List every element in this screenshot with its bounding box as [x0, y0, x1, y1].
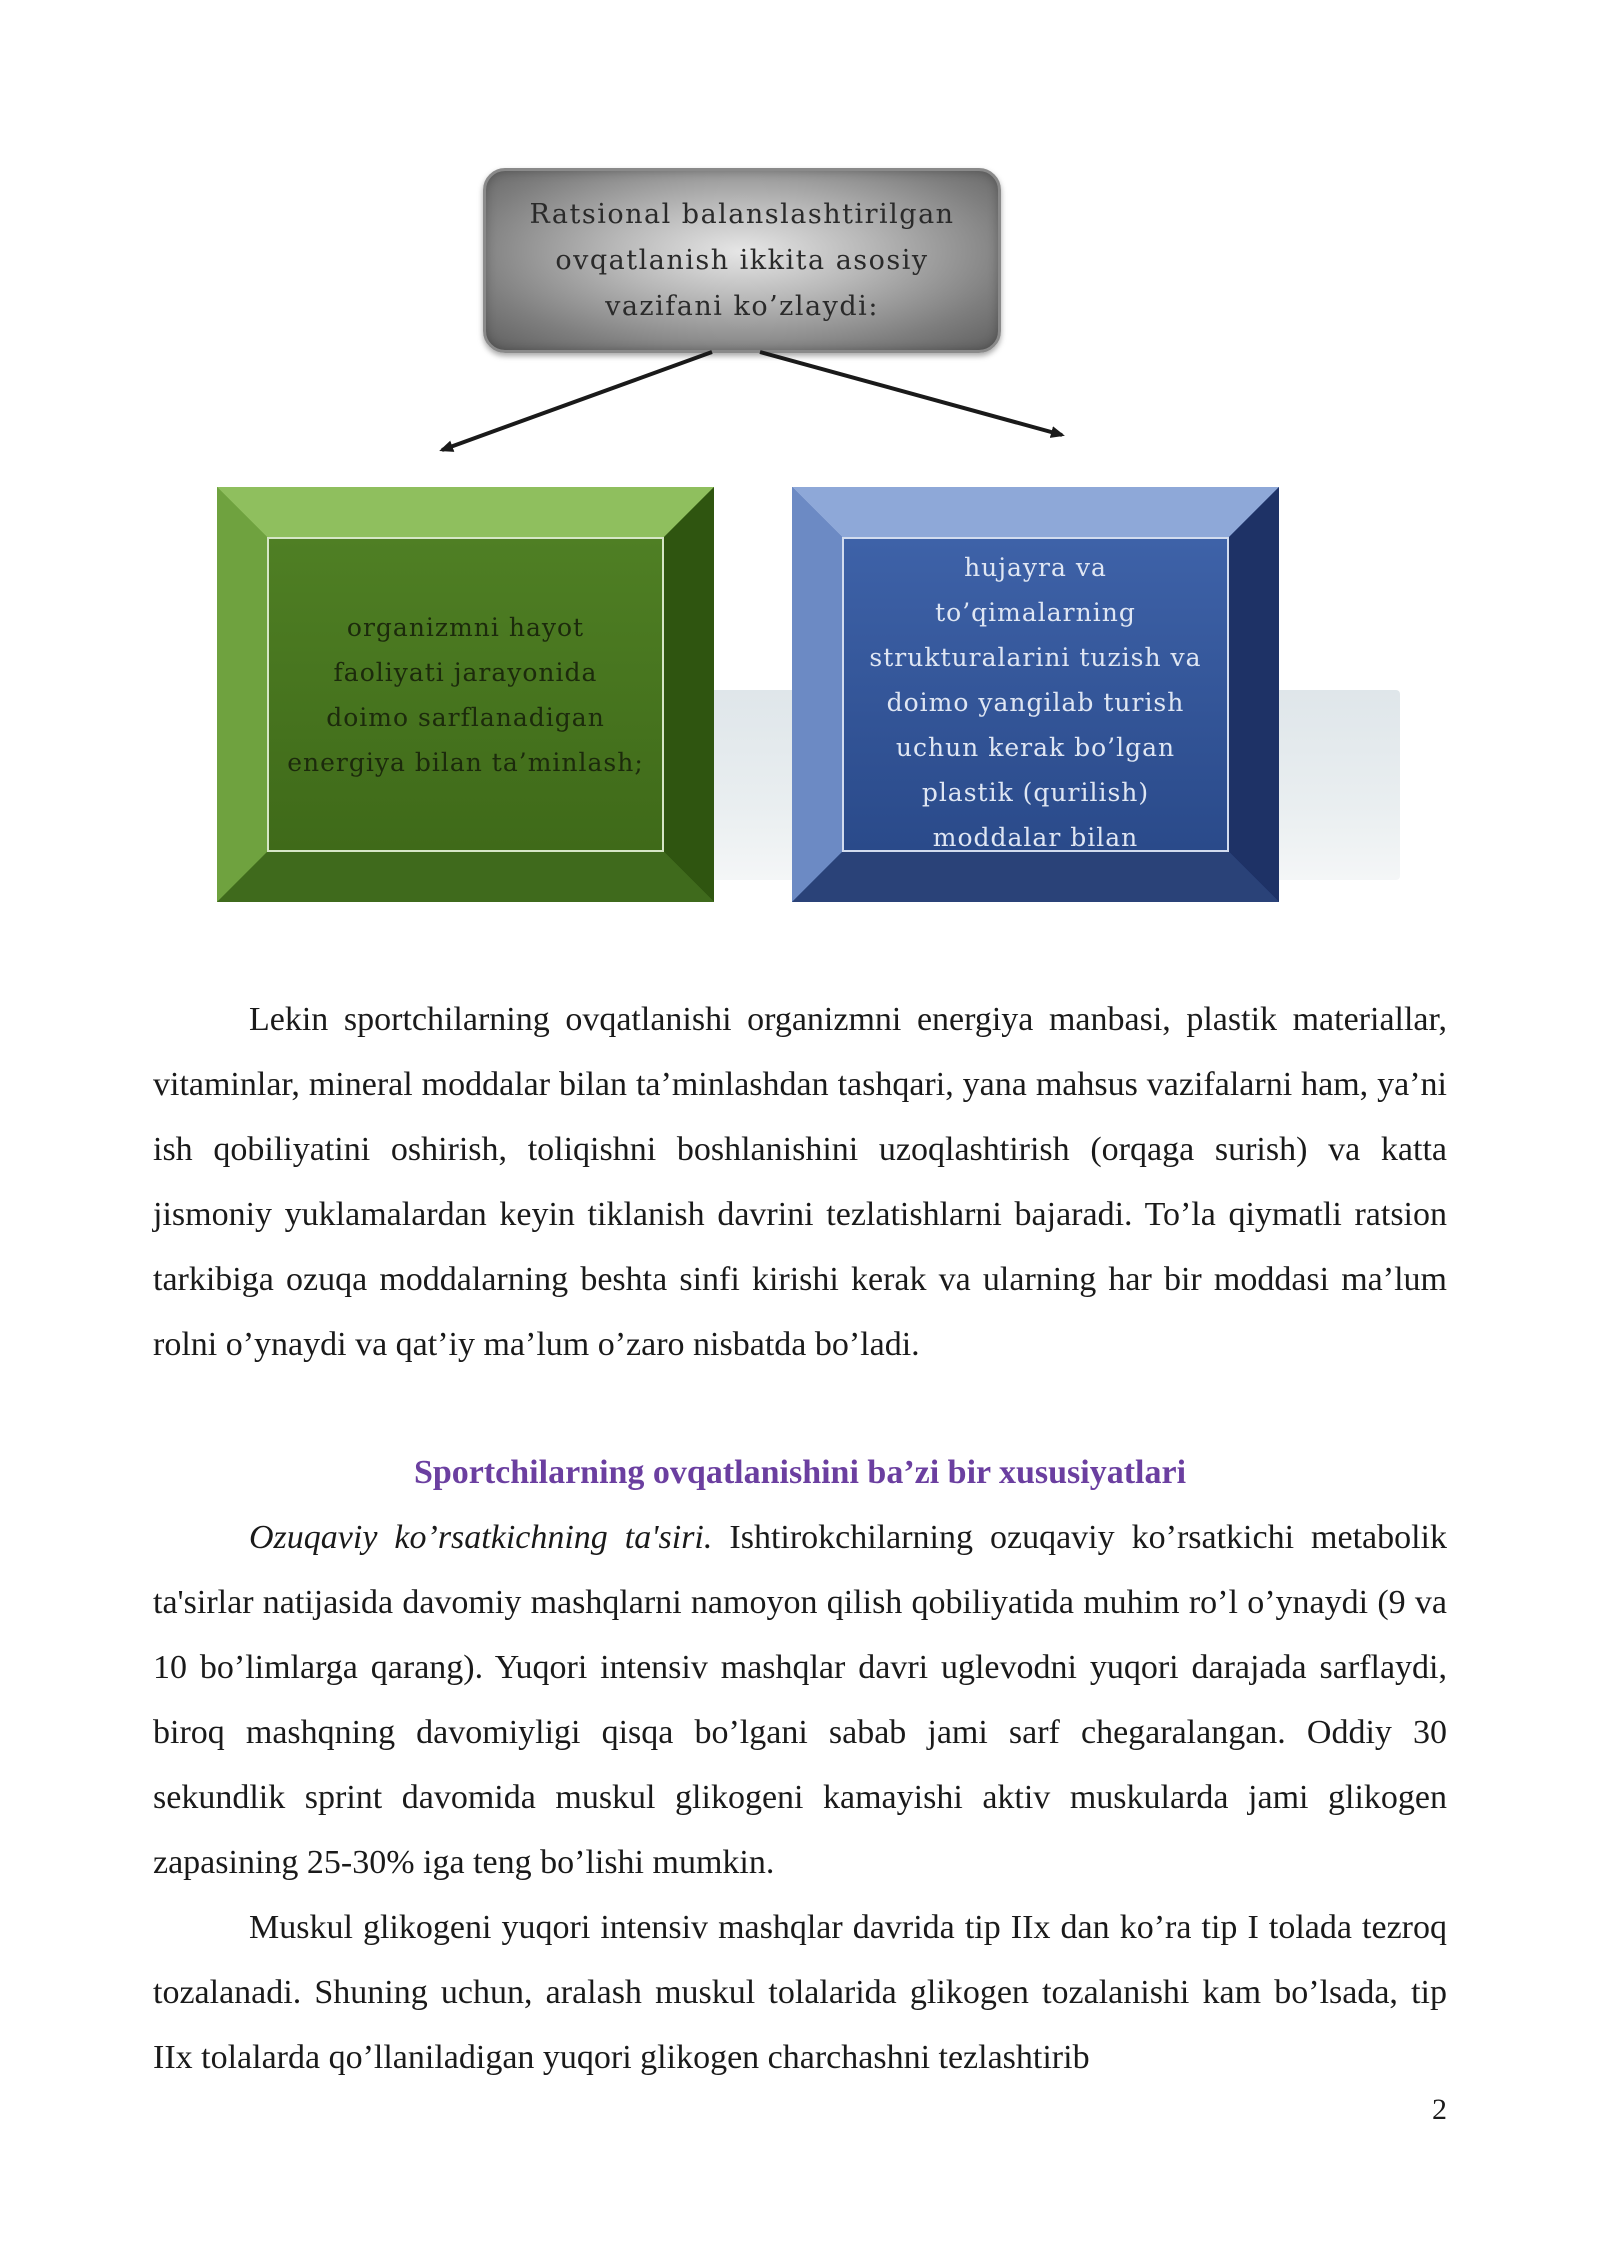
paragraph-2 [153, 1505, 1447, 1895]
right-box-face [842, 537, 1229, 852]
arrow-right [760, 352, 1062, 435]
left-box-face [267, 537, 664, 852]
diagram-arrows [0, 0, 1600, 520]
diagram-right-box [792, 487, 1279, 902]
diagram-top-text: Ratsional balanslashtirilgan ovqatlanish ikkita asosiy vazifani ko’zlaydi: [529, 198, 955, 322]
paragraph-3: Muskul glikogeni yuqori intensiv mashqlar davrida tip IIx dan ko’ra tip I tolada tezroq tozalanadi. Shuning uchun, aralash muskul tolalarida glikogen tozalanishi kam bo’lsada, tip IIx tolalarda qo’llaniladigan yuqori glikogen charchashni tezlashtirib [153, 1909, 1447, 2076]
diagram-left-box [217, 487, 714, 902]
diagram-left-text: organizmni hayot faoliyati jarayonida doimo sarflanadigan energiya bilan ta’minlash; [287, 612, 644, 777]
arrow-left [442, 352, 712, 450]
diagram-right-text: hujayra va to’qimalarning strukturalarini tuzish va doimo yangilab turish uchun kerak bo’lgan plastik (qurilish) moddalar bilan [869, 553, 1202, 852]
paragraph-2-rest: Ishtirokchilarning ozuqaviy ko’rsatkichi metabolik ta'sirlar natijasida davomiy mashqlarni namoyon qilish qobiliyatida muhim ro’l o’ynaydi (9 va 10 bo’limlarga qarang). Yuqori intensiv mashqlar davri uglevodni yuqori darajada sarflaydi, biroq mashqning davomiyligi qisqa bo’lgani sabab jami sarf chegaralangan. Oddiy 30 sekundlik sprint davomida muskul glikogeni kamayishi aktiv muskularda jami glikogen zapasining 25-30% iga teng bo’lishi mumkin. [153, 1519, 1447, 1881]
page-number: 2 [1432, 2093, 1447, 2126]
section-heading: Sportchilarning ovqatlanishini ba’zi bir xususiyatlari [413, 1454, 1187, 1491]
nutrition-diagram [0, 0, 1600, 920]
paragraph-2-lead: Ozuqaviy ko’rsatkichning ta'siri. [249, 1519, 713, 1556]
paragraph-1: Lekin sportchilarning ovqatlanishi organizmni energiya manbasi, plastik materiallar, vitaminlar, mineral moddalar bilan ta’minlashdan tashqari, yana mahsus vazifalarni ham, ya’ni ish qobiliyatini oshirish, toliqishni boshlanishini uzoqlashtirish (orqaga surish) va katta jismoniy yuklamalardan keyin tiklanish davrini tezlatishlarni bajaradi. To’la qiymatli ratsion tarkibiga ozuqa moddalarning beshta sinfi kirishi kerak va ularning har bir moddasi ma’lum rolni o’ynaydi va qat’iy ma’lum o’zaro nisbatda bo’ladi. [153, 1001, 1447, 1363]
